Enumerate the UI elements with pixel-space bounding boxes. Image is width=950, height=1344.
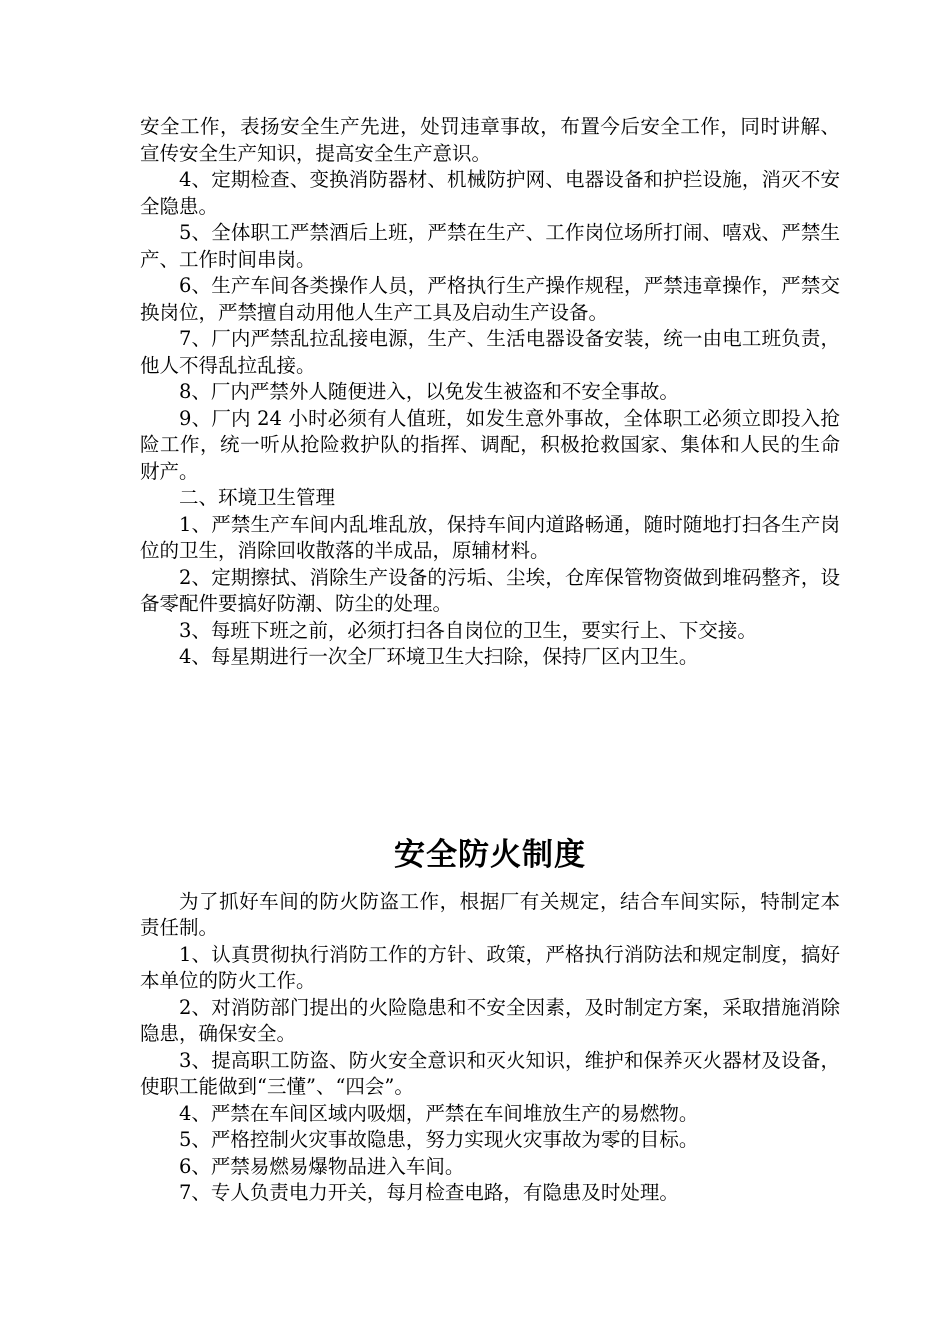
paragraph: 7、专人负责电力开关，每月检查电路，有隐患及时处理。	[179, 1181, 679, 1204]
paragraph: 4、定期检查、变换消防器材、机械防护网、电器设备和护拦设施，消灭不安全隐患。	[140, 168, 840, 218]
section-heading: 二、环境卫生管理	[179, 486, 336, 509]
paragraph: 2、对消防部门提出的火险隐患和不安全因素，及时制定方案，采取措施消除隐患，确保安全。	[140, 995, 840, 1045]
paragraph: 5、全体职工严禁酒后上班，严禁在生产、工作岗位场所打闹、嘻戏、严禁生产、工作时间串岗。	[140, 221, 840, 271]
fire-safety-rules	[140, 889, 840, 1207]
paragraph: 为了抓好车间的防火防盗工作，根据厂有关规定，结合车间实际，特制定本责任制。	[140, 889, 840, 939]
paragraph: 5、严格控制火灾事故隐患，努力实现火灾事故为零的目标。	[179, 1128, 699, 1151]
paragraph: 2、定期擦拭、消除生产设备的污垢、尘埃，仓库保管物资做到堆码整齐，设备零配件要搞好防潮、防尘的处理。	[140, 565, 840, 615]
paragraph: 3、提高职工防盗、防火安全意识和灭火知识，维护和保养灭火器材及设备，使职工能做到“三懂”、“四会”。	[140, 1048, 840, 1098]
paragraph: 安全工作，表扬安全生产先进，处罚违章事故，布置今后安全工作，同时讲解、宣传安全生产知识，提高安全生产意识。	[140, 115, 840, 165]
paragraph: 6、生产车间各类操作人员，严格执行生产操作规程，严禁违章操作，严禁交换岗位，严禁擅自动用他人生产工具及启动生产设备。	[140, 274, 840, 324]
paragraph: 4、每星期进行一次全厂环境卫生大扫除，保持厂区内卫生。	[179, 645, 699, 668]
paragraph: 9、厂内 24 小时必须有人值班，如发生意外事故，全体职工必须立即投入抢险工作，统一听从抢险救护队的指挥、调配，积极抢救国家、集体和人民的生命财产。	[140, 406, 840, 483]
paragraph: 4、严禁在车间区域内吸烟，严禁在车间堆放生产的易燃物。	[179, 1101, 699, 1125]
document-title: 安全防火制度	[394, 836, 586, 873]
document-page	[140, 114, 840, 1207]
paragraph: 7、厂内严禁乱拉乱接电源，生产、生活电器设备安装，统一由电工班负责，他人不得乱拉乱接。	[140, 327, 840, 377]
paragraph: 1、严禁生产车间内乱堆乱放，保持车间内道路畅通，随时随地打扫各生产岗位的卫生，消除回收散落的半成品，原辅材料。	[140, 512, 840, 562]
paragraph: 3、每班下班之前，必须打扫各自岗位的卫生，要实行上、下交接。	[179, 618, 757, 642]
safety-rules-continued	[140, 114, 840, 671]
paragraph: 8、厂内严禁外人随便进入，以免发生被盗和不安全事故。	[179, 380, 679, 403]
paragraph: 1、认真贯彻执行消防工作的方针、政策，严格执行消防法和规定制度，搞好本单位的防火工作。	[140, 942, 840, 992]
paragraph: 6、严禁易燃易爆物品进入车间。	[179, 1154, 465, 1178]
